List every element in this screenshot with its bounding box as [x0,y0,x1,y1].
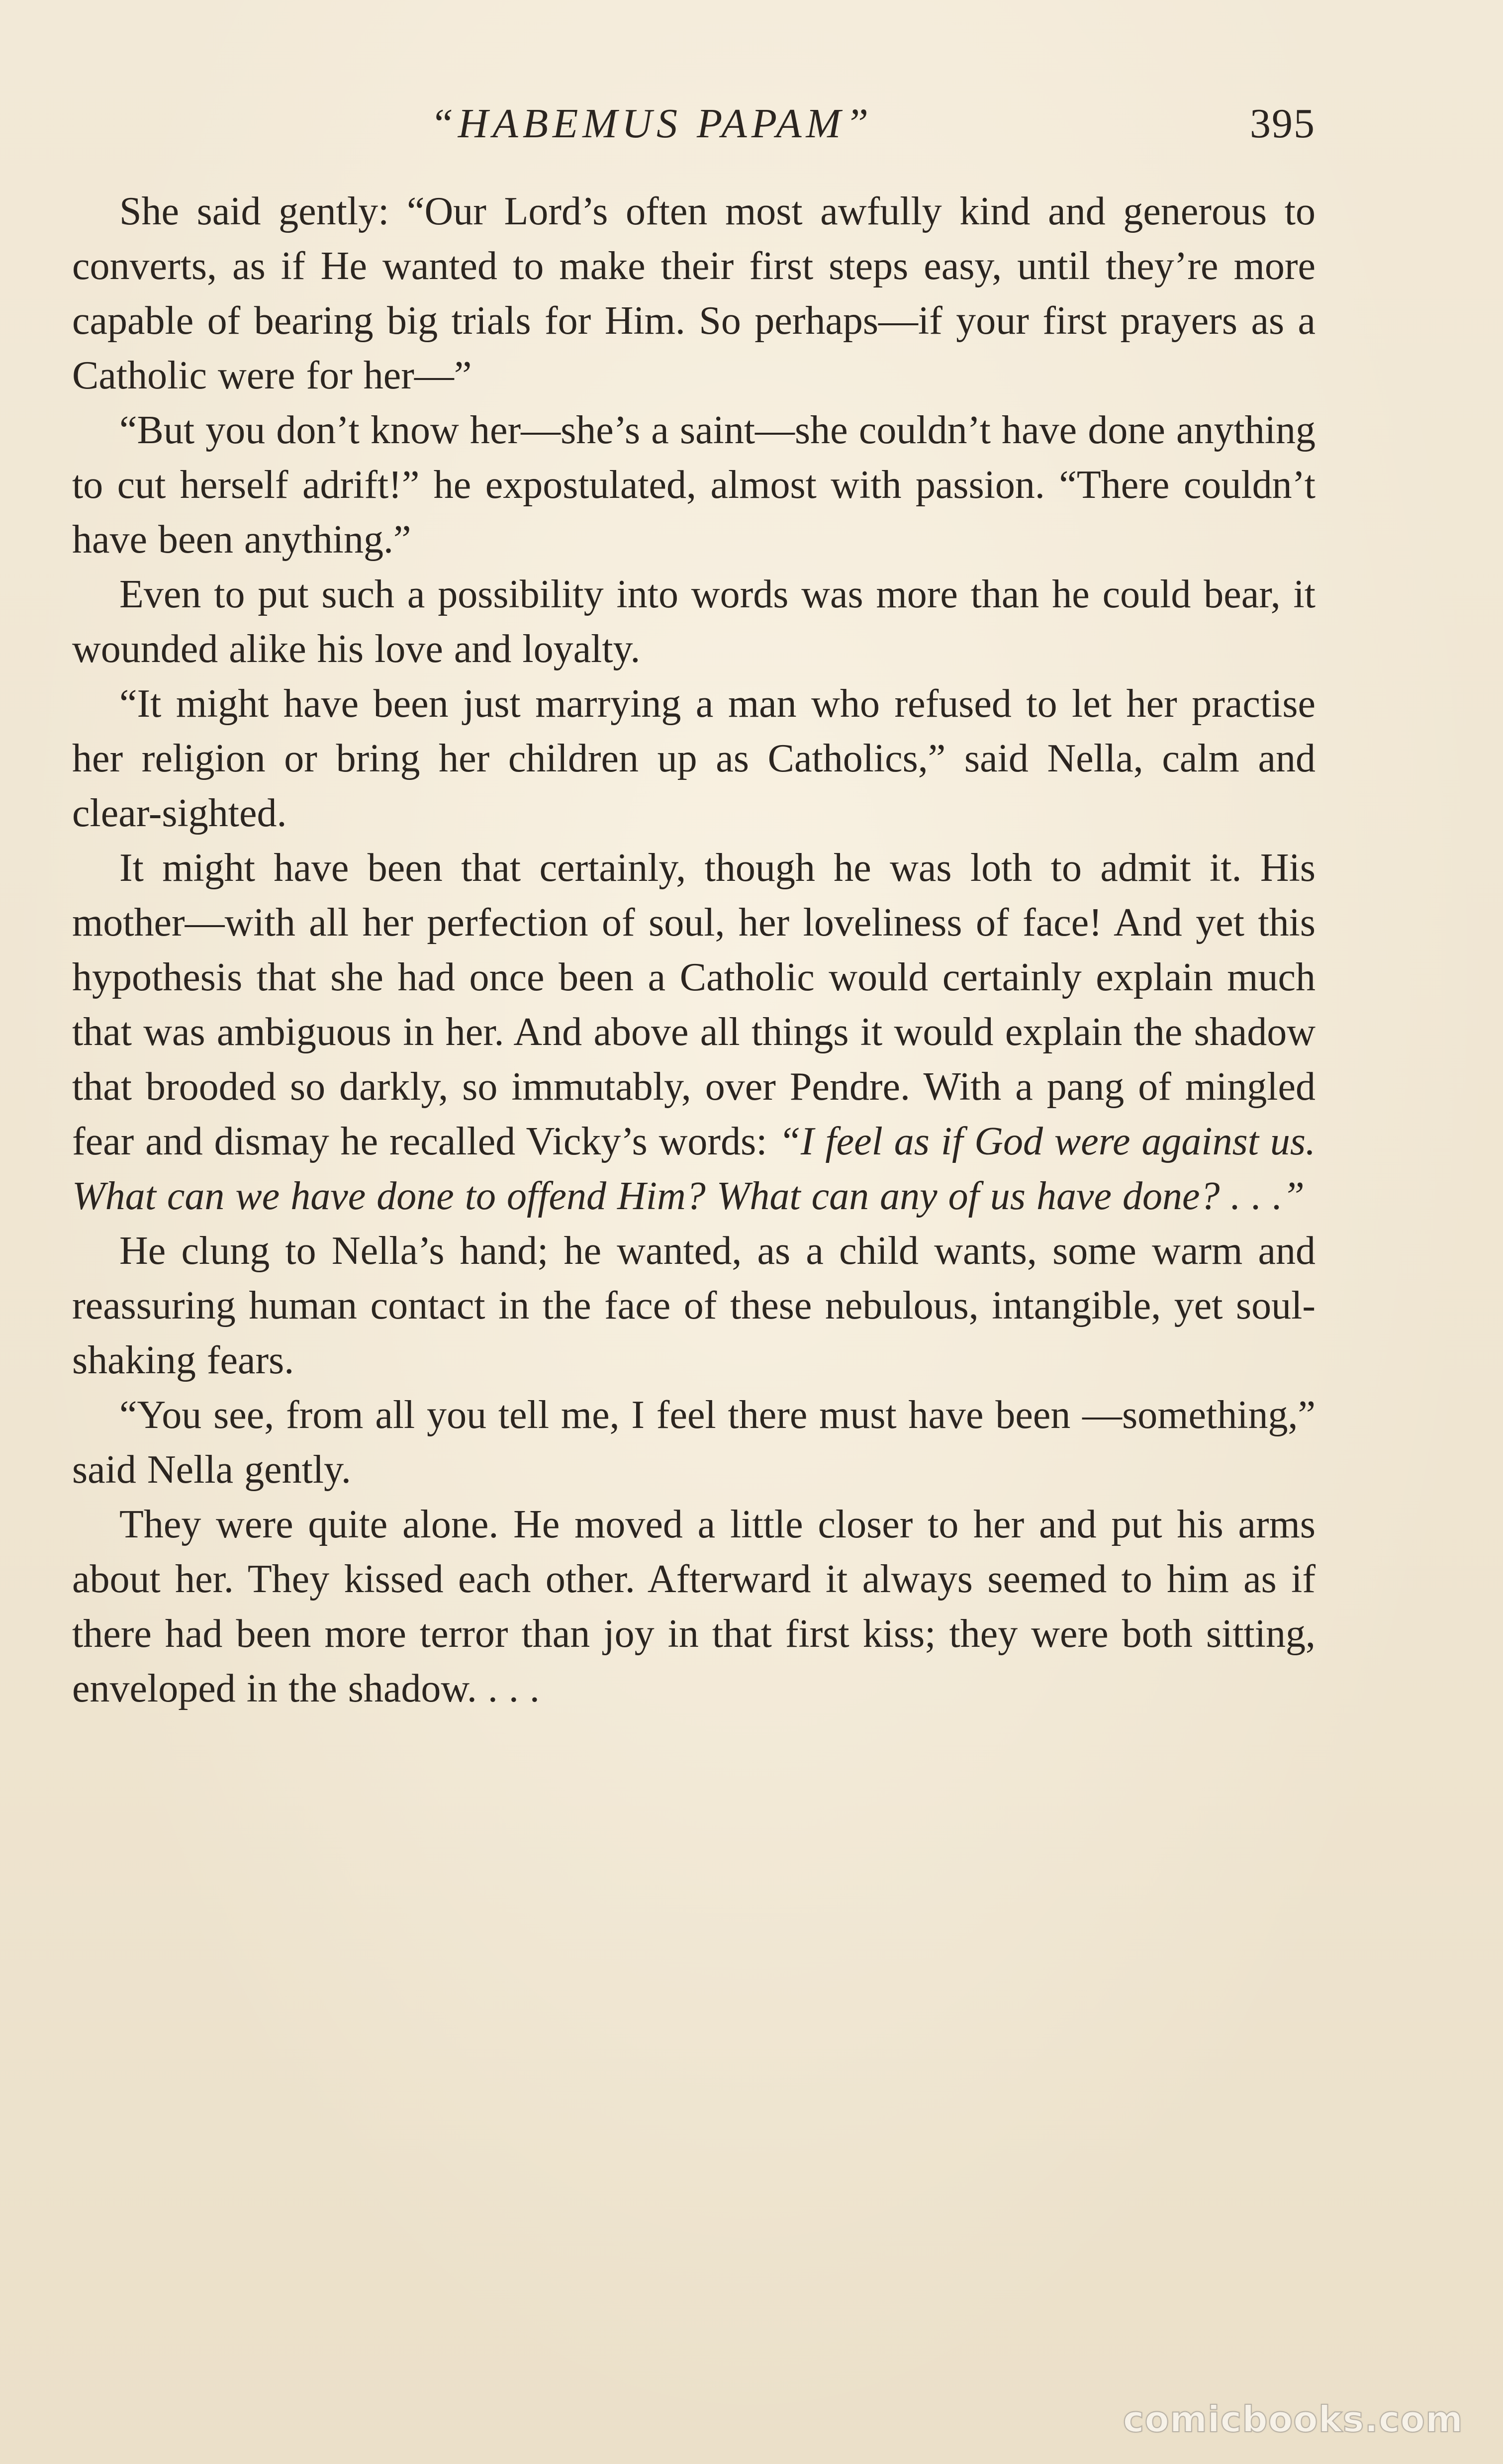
page-number: 395 [1250,100,1315,147]
running-title: “HABEMUS PAPAM” [430,100,873,147]
paragraph-5-text: It might have been that certainly, though he was loth to admit it. His mother—with all her perfection of soul, her loveliness of face! And yet this hypothesis that she had once been a Catholic would certainly explain much that was ambiguous in her. And above all things it would explain the shadow that brooded so darkly, so immutably, over Pendre. With a pang of mingled fear and dismay he recalled Vicky’s words: [72,846,1315,1163]
italic-quote: “I feel as if God were against us. What can we have done to offend Him? What can any of us have done? . . .” [72,1120,1316,1218]
paragraph-1: She said gently: “Our Lord’s often most awfully kind and generous to converts, as if He wanted to make their first steps easy, until they’re more capable of bearing big trials for Him. So perhaps—if your first prayers as a Catholic were for her—” [72,190,1315,397]
watermark: comicbooks.com [1123,2398,1463,2440]
paragraph-2: “But you don’t know her—she’s a saint—she couldn’t have done anything to cut herself adrift!” he expostulated, almost with passion. “There couldn’t have been anything.” [72,408,1315,562]
paragraph-7: “You see, from all you tell me, I feel there must have been —something,” said Nella gently. [72,1393,1315,1492]
body-text [72,184,1315,1716]
running-head [72,99,1315,154]
paragraph-3: Even to put such a possibility into words was more than he could bear, it wounded alike his love and loyalty. [72,572,1315,671]
paragraph-5 [72,841,1315,1224]
paragraph-4: “It might have been just marrying a man who refused to let her practise her religion or bring her children up as Catholics,” said Nella, calm and clear-sighted. [72,682,1315,835]
paragraph-8: They were quite alone. He moved a little closer to her and put his arms about her. They kissed each other. Afterward it always seemed to him as if there had been more terror than joy in that first kiss; they were both sitting, enveloped in the shadow. . . . [72,1503,1315,1710]
paragraph-6: He clung to Nella’s hand; he wanted, as a child wants, some warm and reassuring human contact in the face of these nebulous, intangible, yet soul-shaking fears. [72,1229,1315,1382]
